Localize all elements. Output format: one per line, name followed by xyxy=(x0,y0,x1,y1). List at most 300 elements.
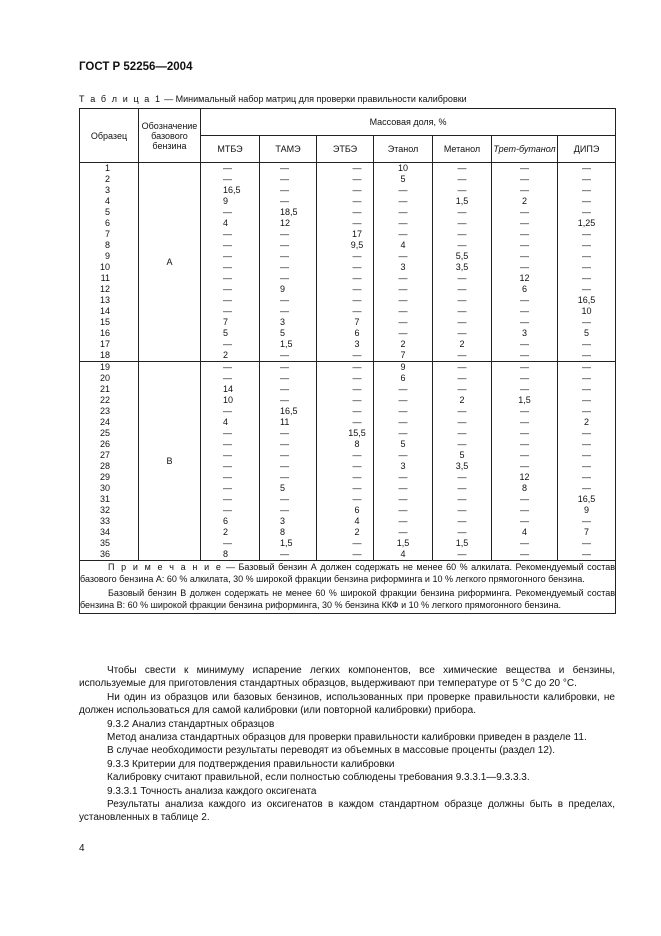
mass-fraction-value: — xyxy=(352,207,362,217)
mass-fraction-value: — xyxy=(398,229,408,239)
mass-fraction-value: — xyxy=(280,472,289,482)
mass-fraction-value: — xyxy=(398,505,408,515)
mass-fraction-value: — xyxy=(280,494,289,504)
mass-fraction-value: — xyxy=(352,196,362,206)
mass-fraction-value: — xyxy=(352,450,362,460)
mass-fraction-value: 3 xyxy=(400,262,406,272)
mass-fraction-value: 15,5 xyxy=(348,428,366,438)
mass-fraction-value: 3 xyxy=(400,461,406,471)
mass-fraction-value: — xyxy=(582,163,592,173)
mass-fraction-value: — xyxy=(582,406,592,416)
mass-fraction-value: 4 xyxy=(400,549,406,559)
mass-fraction-value: — xyxy=(280,262,289,272)
mass-fraction-value: — xyxy=(582,240,592,250)
mass-fraction-value: — xyxy=(457,273,467,283)
mass-fraction-value: — xyxy=(223,163,232,173)
col-header-component: ДИПЭ xyxy=(558,136,616,163)
sample-number: 11 xyxy=(100,273,110,283)
mass-fraction-value: — xyxy=(223,229,232,239)
mass-fraction-value: 18,5 xyxy=(280,207,298,217)
mass-fraction-value: — xyxy=(457,185,467,195)
mass-fraction-value: — xyxy=(457,174,467,184)
mass-fraction-value: — xyxy=(457,505,467,515)
sample-number: 17 xyxy=(99,339,110,349)
mass-fraction-value: — xyxy=(582,362,592,372)
mass-fraction-value: — xyxy=(520,362,529,372)
mass-fraction-value: — xyxy=(280,240,289,250)
sample-number-column xyxy=(80,163,139,362)
mass-fraction-value: — xyxy=(398,417,408,427)
mass-fraction-value: — xyxy=(582,251,592,261)
mass-fraction-value: 8 xyxy=(223,549,229,559)
mass-fraction-value: — xyxy=(582,483,592,493)
sample-number: 23 xyxy=(99,406,110,416)
mass-fraction-value: — xyxy=(520,174,529,184)
sample-number: 22 xyxy=(99,395,110,405)
mass-fraction-value: — xyxy=(582,395,592,405)
mass-fraction-value: 8 xyxy=(354,439,360,449)
mass-fraction-value: — xyxy=(280,196,289,206)
mass-fraction-value: 6 xyxy=(521,284,527,294)
mass-fraction-value: — xyxy=(398,494,408,504)
sample-number: 29 xyxy=(99,472,110,482)
mass-fraction-value: — xyxy=(280,185,289,195)
col-header-base-gasoline: Обозначение базового бензина xyxy=(139,109,201,163)
mass-fraction-value: — xyxy=(398,406,408,416)
mass-fraction-value: — xyxy=(223,538,232,548)
sample-number: 8 xyxy=(104,240,110,250)
mass-fraction-value: — xyxy=(223,483,232,493)
mass-fraction-value: — xyxy=(582,350,592,360)
mass-fraction-value: — xyxy=(352,417,362,427)
mass-fraction-value: — xyxy=(280,174,289,184)
mass-fraction-value: 5 xyxy=(400,174,406,184)
mass-fraction-value: — xyxy=(352,362,362,372)
mass-fraction-value: 14 xyxy=(223,384,234,394)
mass-fraction-value: 12 xyxy=(519,472,530,482)
mass-fraction-value: — xyxy=(582,207,592,217)
mass-fraction-value: — xyxy=(352,384,362,394)
mass-fraction-value: — xyxy=(457,350,467,360)
mass-fraction-value: 6 xyxy=(400,373,406,383)
paragraph-storage: Чтобы свести к минимуму испарение легких компонентов, все химические вещества и бензины, используемые для приготовления стандартных образцов, выдерживают при температуре от 5 °С до 20 °С. xyxy=(79,665,615,690)
sample-number: 9 xyxy=(104,251,110,261)
sample-number: 36 xyxy=(99,549,110,559)
mass-fraction-value: 1,5 xyxy=(455,538,469,548)
mass-fraction-value: 5 xyxy=(459,450,465,460)
sample-number: 10 xyxy=(99,262,110,272)
mass-fraction-value: — xyxy=(457,417,467,427)
mass-fraction-value: — xyxy=(582,450,592,460)
group-block xyxy=(80,362,616,561)
sample-number: 34 xyxy=(99,527,110,537)
mass-fraction-value: — xyxy=(223,494,232,504)
group-block xyxy=(80,163,616,362)
paragraph-accuracy: Результаты анализа каждого из оксигенатов в каждом стандартном образце должны быть в пределах, установленных в таблице 2. xyxy=(79,799,615,824)
mass-fraction-value: 5 xyxy=(223,328,229,338)
sample-number: 24 xyxy=(99,417,110,427)
mass-fraction-value: — xyxy=(520,505,529,515)
mass-fraction-value: — xyxy=(280,251,289,261)
mass-fraction-value: 2 xyxy=(223,527,229,537)
mass-fraction-value: — xyxy=(223,174,232,184)
mass-fraction-value: — xyxy=(398,472,408,482)
mass-fraction-value: — xyxy=(352,284,362,294)
mass-fraction-value: — xyxy=(398,196,408,206)
mass-fraction-value: — xyxy=(280,461,289,471)
mass-fraction-value: — xyxy=(582,174,592,184)
mass-fraction-value: — xyxy=(457,240,467,250)
mass-fraction-value: — xyxy=(398,527,408,537)
col-header-component: Метанол xyxy=(433,136,492,163)
mass-fraction-value: — xyxy=(352,218,362,228)
mass-fraction-value: 1,5 xyxy=(280,538,293,548)
mass-fraction-value: 9,5 xyxy=(350,240,364,250)
mass-fraction-value: — xyxy=(582,262,592,272)
mass-fraction-value: 16,5 xyxy=(280,406,298,416)
mass-fraction-value: — xyxy=(352,185,362,195)
mass-fraction-value: — xyxy=(223,295,232,305)
mass-fraction-value: — xyxy=(398,483,408,493)
page-number: 4 xyxy=(79,843,85,854)
mass-fraction-value: — xyxy=(398,251,408,261)
mass-fraction-value: — xyxy=(457,295,467,305)
mass-fraction-value: — xyxy=(223,273,232,283)
component-value-column xyxy=(492,362,558,561)
mass-fraction-value: 5 xyxy=(280,328,286,338)
mass-fraction-value: — xyxy=(457,516,467,526)
mass-fraction-value: 3,5 xyxy=(455,461,469,471)
document-header: ГОСТ Р 52256—2004 xyxy=(79,61,193,73)
mass-fraction-value: — xyxy=(457,328,467,338)
sample-number: 25 xyxy=(99,428,110,438)
mass-fraction-value: — xyxy=(582,384,592,394)
mass-fraction-value: — xyxy=(520,406,529,416)
sample-number: 18 xyxy=(99,350,110,360)
sample-number: 7 xyxy=(104,229,110,239)
component-value-column xyxy=(260,163,317,362)
component-value-column xyxy=(201,362,260,561)
mass-fraction-value: 2 xyxy=(584,417,590,427)
mass-fraction-value: — xyxy=(457,373,467,383)
mass-fraction-value: — xyxy=(280,306,289,316)
mass-fraction-value: — xyxy=(352,483,362,493)
mass-fraction-value: — xyxy=(457,483,467,493)
mass-fraction-value: — xyxy=(280,350,289,360)
mass-fraction-value: — xyxy=(352,461,362,471)
mass-fraction-value: — xyxy=(457,494,467,504)
mass-fraction-value: 2 xyxy=(354,527,360,537)
mass-fraction-value: — xyxy=(223,284,232,294)
mass-fraction-value: — xyxy=(582,439,592,449)
mass-fraction-value: — xyxy=(520,339,529,349)
sample-number: 15 xyxy=(99,317,110,327)
mass-fraction-value: — xyxy=(457,527,467,537)
mass-fraction-value: — xyxy=(398,185,408,195)
mass-fraction-value: 5 xyxy=(584,328,590,338)
mass-fraction-value: — xyxy=(352,251,362,261)
mass-fraction-value: 3 xyxy=(354,339,360,349)
mass-fraction-value: 3 xyxy=(280,516,286,526)
component-value-column xyxy=(201,163,260,362)
calibration-matrix-table xyxy=(79,108,616,614)
mass-fraction-value: — xyxy=(520,317,529,327)
mass-fraction-value: — xyxy=(457,428,467,438)
mass-fraction-value: — xyxy=(398,284,408,294)
component-value-column xyxy=(374,163,433,362)
mass-fraction-value: — xyxy=(398,516,408,526)
mass-fraction-value: — xyxy=(457,384,467,394)
mass-fraction-value: — xyxy=(457,163,467,173)
mass-fraction-value: 16,5 xyxy=(577,295,596,305)
section-heading-9-3-3: 9.3.3 Критерии для подтверждения правильности калибровки xyxy=(107,758,395,770)
sample-number-column xyxy=(80,362,139,561)
mass-fraction-value: — xyxy=(223,439,232,449)
sample-number: 13 xyxy=(99,295,110,305)
mass-fraction-value: 3 xyxy=(521,328,527,338)
mass-fraction-value: — xyxy=(280,163,289,173)
mass-fraction-value: — xyxy=(520,350,529,360)
mass-fraction-value: — xyxy=(223,406,232,416)
component-value-column xyxy=(433,362,492,561)
mass-fraction-value: — xyxy=(398,207,408,217)
mass-fraction-value: — xyxy=(223,306,232,316)
mass-fraction-value: — xyxy=(582,196,592,206)
mass-fraction-value: 4 xyxy=(223,417,229,427)
mass-fraction-value: 10 xyxy=(581,306,592,316)
mass-fraction-value: — xyxy=(582,461,592,471)
body-text xyxy=(79,664,615,825)
mass-fraction-value: — xyxy=(398,384,408,394)
mass-fraction-value: 5,5 xyxy=(455,251,469,261)
mass-fraction-value: 2 xyxy=(459,395,465,405)
mass-fraction-value: — xyxy=(520,373,529,383)
mass-fraction-value: — xyxy=(352,174,362,184)
sample-number: 12 xyxy=(99,284,110,294)
mass-fraction-value: — xyxy=(280,450,289,460)
mass-fraction-value: 2 xyxy=(521,196,527,206)
col-header-component: МТБЭ xyxy=(201,136,260,163)
mass-fraction-value: — xyxy=(352,395,362,405)
mass-fraction-value: 1,5 xyxy=(455,196,469,206)
mass-fraction-value: — xyxy=(457,284,467,294)
mass-fraction-value: — xyxy=(520,417,529,427)
sample-number: 1 xyxy=(104,163,110,173)
mass-fraction-value: 3 xyxy=(280,317,286,327)
mass-fraction-value: — xyxy=(352,472,362,482)
mass-fraction-value: 9 xyxy=(584,505,590,515)
mass-fraction-value: — xyxy=(457,306,467,316)
mass-fraction-value: — xyxy=(223,251,232,261)
paragraph-method: Метод анализа стандартных образцов для проверки правильности калибровки приведен в разделе 11. xyxy=(107,732,587,744)
mass-fraction-value: 7 xyxy=(354,317,360,327)
mass-fraction-value: 17 xyxy=(351,229,362,239)
note-text-2: Базовый бензин В должен содержать не менее 60 % широкой фракции бензина риформинга. Рекомендуемый состав бензина В: 60 % широкой фракции бензина риформинга, 30 % бензина ККФ и 10 % легкого прямогонного бензина. xyxy=(80,588,616,610)
mass-fraction-value: 4 xyxy=(521,527,527,537)
component-value-column xyxy=(317,362,374,561)
mass-fraction-value: 7 xyxy=(223,317,229,327)
mass-fraction-value: 6 xyxy=(223,516,229,526)
component-value-column xyxy=(317,163,374,362)
component-value-column xyxy=(374,362,433,561)
mass-fraction-value: — xyxy=(520,185,529,195)
mass-fraction-value: — xyxy=(520,428,529,438)
mass-fraction-value: — xyxy=(398,328,408,338)
mass-fraction-value: — xyxy=(398,450,408,460)
mass-fraction-value: 16,5 xyxy=(223,185,241,195)
sample-number: 6 xyxy=(104,218,110,228)
mass-fraction-value: — xyxy=(280,439,289,449)
sample-number: 19 xyxy=(99,362,110,372)
paragraph-criteria: Калибровку считают правильной, если полностью соблюдены требования 9.3.3.1—9.3.3.3. xyxy=(107,772,530,784)
mass-fraction-value: 2 xyxy=(223,350,229,360)
paragraph-conversion: В случае необходимости результаты переводят из объемных в массовые проценты (раздел 12). xyxy=(107,745,556,757)
mass-fraction-value: — xyxy=(457,317,467,327)
mass-fraction-value: — xyxy=(280,273,289,283)
mass-fraction-value: — xyxy=(520,439,529,449)
mass-fraction-value: 2 xyxy=(400,339,406,349)
mass-fraction-value: — xyxy=(398,273,408,283)
mass-fraction-value: — xyxy=(582,373,592,383)
mass-fraction-value: 12 xyxy=(280,218,291,228)
mass-fraction-value: — xyxy=(520,163,529,173)
mass-fraction-value: — xyxy=(398,428,408,438)
mass-fraction-value: 1,5 xyxy=(280,339,293,349)
mass-fraction-value: — xyxy=(280,229,289,239)
mass-fraction-value: — xyxy=(280,384,289,394)
mass-fraction-value: — xyxy=(457,472,467,482)
mass-fraction-value: — xyxy=(223,240,232,250)
mass-fraction-value: — xyxy=(223,505,232,515)
mass-fraction-value: — xyxy=(398,317,408,327)
mass-fraction-value: — xyxy=(582,185,592,195)
mass-fraction-value: 9 xyxy=(223,196,229,206)
note-label: П р и м е ч а н и е xyxy=(108,562,223,572)
col-header-mass-fraction: Массовая доля, % xyxy=(201,109,616,136)
paragraph-samples: Ни один из образцов или базовых бензинов, использованных при проверке правильности калибровки, не должен использоваться для самой калибровки (или повторной калибровки) прибора. xyxy=(79,691,615,717)
note-paragraph-1 xyxy=(80,561,615,585)
mass-fraction-value: — xyxy=(398,295,408,305)
mass-fraction-value: — xyxy=(520,450,529,460)
mass-fraction-value: — xyxy=(223,207,232,217)
sample-number: 33 xyxy=(99,516,110,526)
col-header-component: ЭТБЭ xyxy=(317,136,374,163)
mass-fraction-value: — xyxy=(457,218,467,228)
component-value-column xyxy=(433,163,492,362)
mass-fraction-value: — xyxy=(520,538,529,548)
sample-number: 26 xyxy=(99,439,110,449)
mass-fraction-value: 2 xyxy=(459,339,465,349)
table-caption xyxy=(79,94,467,104)
mass-fraction-value: — xyxy=(582,538,592,548)
mass-fraction-value: 4 xyxy=(223,218,229,228)
sample-number: 30 xyxy=(99,483,110,493)
mass-fraction-value: 7 xyxy=(400,350,406,360)
col-header-component: Трет-бутанол xyxy=(492,136,558,163)
base-gasoline-label: А xyxy=(139,163,201,362)
table-caption-label: Т а б л и ц а 1 xyxy=(79,94,162,104)
sample-number: 16 xyxy=(99,328,110,338)
mass-fraction-value: — xyxy=(223,373,232,383)
sample-number: 14 xyxy=(99,306,110,316)
mass-fraction-value: — xyxy=(457,229,467,239)
mass-fraction-value: — xyxy=(520,384,529,394)
mass-fraction-value: — xyxy=(520,240,529,250)
table-note xyxy=(80,561,616,614)
mass-fraction-value: 5 xyxy=(280,483,286,493)
mass-fraction-value: — xyxy=(352,273,362,283)
mass-fraction-value: — xyxy=(352,306,362,316)
mass-fraction-value: — xyxy=(457,439,467,449)
mass-fraction-value: — xyxy=(457,207,467,217)
component-value-column xyxy=(260,362,317,561)
mass-fraction-value: — xyxy=(520,251,529,261)
section-heading-9-3-2: 9.3.2 Анализ стандартных образцов xyxy=(107,718,275,730)
section-heading-9-3-3-1: 9.3.3.1 Точность анализа каждого оксигената xyxy=(107,785,317,797)
sample-number: 21 xyxy=(99,384,110,394)
mass-fraction-value: — xyxy=(223,450,232,460)
mass-fraction-value: 7 xyxy=(584,527,590,537)
sample-number: 3 xyxy=(104,185,110,195)
mass-fraction-value: — xyxy=(223,339,232,349)
component-value-column xyxy=(558,163,616,362)
mass-fraction-value: 6 xyxy=(354,505,360,515)
mass-fraction-value: — xyxy=(520,262,529,272)
mass-fraction-value: 1,5 xyxy=(396,538,410,548)
sample-number: 28 xyxy=(99,461,110,471)
mass-fraction-value: — xyxy=(457,549,467,559)
mass-fraction-value: — xyxy=(582,549,592,559)
mass-fraction-value: — xyxy=(280,549,289,559)
mass-fraction-value: — xyxy=(582,472,592,482)
mass-fraction-value: 1,5 xyxy=(518,395,531,405)
mass-fraction-value: — xyxy=(582,229,592,239)
mass-fraction-value: — xyxy=(352,262,362,272)
mass-fraction-value: — xyxy=(280,373,289,383)
mass-fraction-value: — xyxy=(582,284,592,294)
mass-fraction-value: — xyxy=(520,494,529,504)
col-header-sample: Образец xyxy=(80,109,139,163)
mass-fraction-value: — xyxy=(352,494,362,504)
mass-fraction-value: — xyxy=(352,163,362,173)
mass-fraction-value: 5 xyxy=(400,439,406,449)
mass-fraction-value: — xyxy=(280,362,289,372)
mass-fraction-value: 9 xyxy=(280,284,286,294)
mass-fraction-value: 10 xyxy=(223,395,234,405)
mass-fraction-value: — xyxy=(457,362,467,372)
mass-fraction-value: — xyxy=(352,406,362,416)
mass-fraction-value: 8 xyxy=(280,527,286,537)
mass-fraction-value: — xyxy=(280,428,289,438)
mass-fraction-value: 12 xyxy=(519,273,530,283)
mass-fraction-value: — xyxy=(520,549,529,559)
mass-fraction-value: 8 xyxy=(521,483,527,493)
mass-fraction-value: — xyxy=(352,538,362,548)
mass-fraction-value: 4 xyxy=(354,516,360,526)
mass-fraction-value: — xyxy=(457,406,467,416)
sample-number: 27 xyxy=(99,450,110,460)
component-value-column xyxy=(558,362,616,561)
col-header-component: Этанол xyxy=(374,136,433,163)
mass-fraction-value: — xyxy=(398,306,408,316)
mass-fraction-value: — xyxy=(223,362,232,372)
mass-fraction-value: — xyxy=(223,262,232,272)
sample-number: 32 xyxy=(99,505,110,515)
sample-number: 2 xyxy=(104,174,110,184)
mass-fraction-value: — xyxy=(582,273,592,283)
mass-fraction-value: — xyxy=(352,295,362,305)
mass-fraction-value: 4 xyxy=(400,240,406,250)
